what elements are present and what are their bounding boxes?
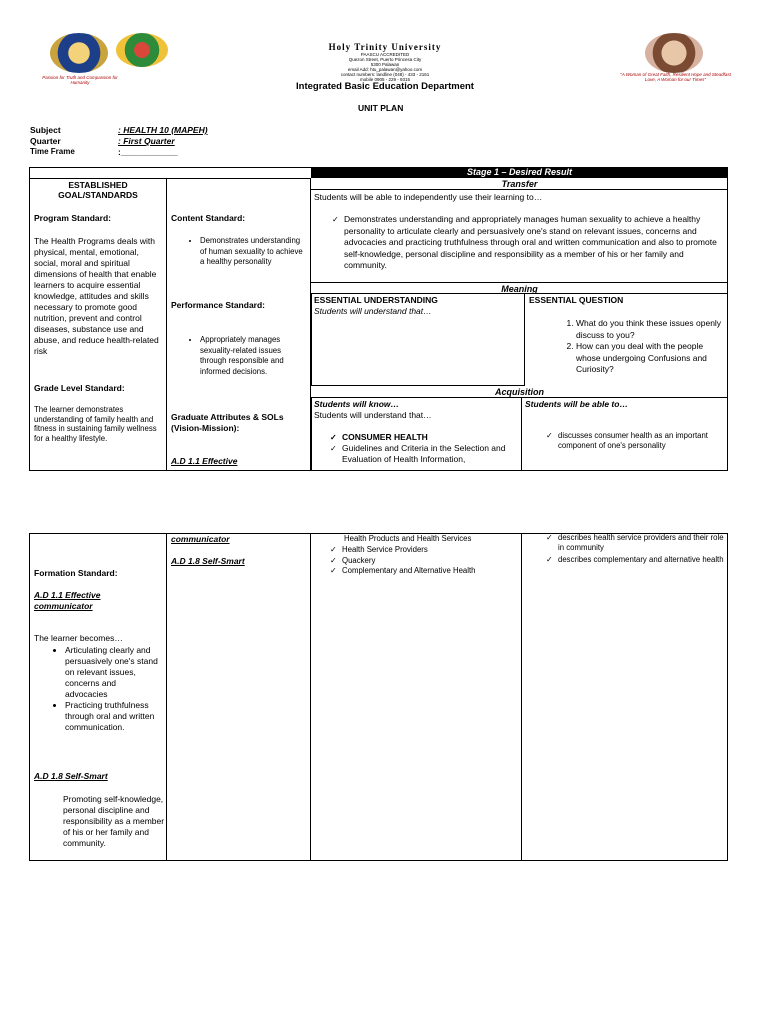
subject-value: : HEALTH 10 (MAPEH) <box>118 125 208 135</box>
program-standard-label: Program Standard: <box>34 213 111 223</box>
able-label: Students will be able to… <box>525 399 628 409</box>
university-logo <box>50 33 108 73</box>
eu-sub: Students will understand that… <box>314 306 432 316</box>
ad18-title: A.D 1.8 Self-Smart <box>34 771 108 781</box>
meaning-heading: Meaning <box>311 282 728 294</box>
transfer-item: ✓ Demonstrates understanding and appropriately manages human sexuality to achieve a healthy personality to articulate clearly and persuasively one's stand on relevant issues, concerns and advocacies and practicing truthfulness through oral and written communication and also to promote self-knowledge, personal discipline and responsibility as a member of his or her family and community. <box>330 214 723 272</box>
ad18-label: A.D 1.8 Self-Smart <box>171 556 245 566</box>
subject-label: Subject <box>30 125 61 135</box>
content-standard-list <box>170 236 305 268</box>
know-list-2 <box>328 545 518 577</box>
eq-label: ESSENTIAL QUESTION <box>529 295 624 305</box>
know-list <box>328 432 518 465</box>
right-tagline: "A Woman of Great Faith, Resilient Hope and Steadfast Love, A Woman for our Times" <box>620 72 731 82</box>
address-line: Quezon Street, Puerto Princesa City <box>348 57 422 62</box>
quarter-label: Quarter <box>30 136 61 146</box>
standards-column-2 <box>166 533 311 861</box>
transfer-heading: Transfer <box>311 178 728 190</box>
know-label: Students will know… <box>314 399 400 409</box>
timeframe-value: :____________ <box>118 147 178 157</box>
mobile-line: mobile 0905 - 229 - 9315 <box>359 77 411 82</box>
grade-level-label: Grade Level Standard: <box>34 383 125 393</box>
formation-standard-label: Formation Standard: <box>34 568 118 578</box>
grade-level-text: The learner demonstrates understanding of family health and fitness in sustaining family wellness for a healthy lifestyle. <box>34 405 157 443</box>
able-list <box>544 431 714 451</box>
content-standard-label: Content Standard: <box>171 213 246 223</box>
timeframe-label: Time Frame <box>30 147 75 156</box>
performance-standard-item: • Appropriately manages sexuality-related issues through responsible and informed decisions. <box>200 335 305 377</box>
eq-list <box>558 318 724 376</box>
established-heading: ESTABLISHED GOAL/STANDARDS <box>58 180 138 200</box>
know-item: ✓ CONSUMER HEALTH <box>328 432 518 443</box>
able-list-2 <box>544 533 724 565</box>
landline-line: contact numbers: landline (048) - 433 - 2161 <box>340 72 430 77</box>
province-line: 5300 Palawan <box>370 62 400 67</box>
content-standard-item: • Demonstrates understanding of human sexuality to achieve a healthy personality <box>200 236 305 268</box>
able-item: ✓ describes health service providers and their role in community <box>544 533 724 553</box>
performance-standard-label: Performance Standard: <box>171 300 265 310</box>
email-line: email Add: htu_palawan@yahoo.com <box>347 67 423 72</box>
quarter-value: : First Quarter <box>118 136 175 146</box>
transfer-list <box>330 214 723 272</box>
communicator-label: communicator <box>171 534 230 544</box>
able-item: ✓ describes complementary and alternative health <box>544 555 724 565</box>
formation-item: • Practicing truthfulness through oral and written communication. <box>65 700 158 733</box>
page-title: UNIT PLAN <box>358 103 404 113</box>
accreditation-line: PAASCU ACCREDITED <box>360 52 410 57</box>
transfer-intro: Students will be able to independently use their learning to… <box>314 192 543 202</box>
ad11-title: A.D 1.1 Effective communicator <box>34 590 101 611</box>
know-item: ✓ Complementary and Alternative Health <box>328 566 518 577</box>
graduate-attributes-label: Graduate Attributes & SOLs (Vision-Mission): <box>171 412 284 433</box>
know-continued: Health Products and Health Services <box>344 534 472 543</box>
formation-item: • Articulating clearly and persuasively one's stand on relevant issues, concerns and advocacies <box>65 645 158 700</box>
stage1-bar: Stage 1 – Desired Result <box>311 167 728 178</box>
eu-label: ESSENTIAL UNDERSTANDING <box>314 295 438 305</box>
know-sub: Students will understand that… <box>314 410 432 420</box>
eq-item: 2. How can you deal with the people whose undergoing Confusions and Curiosity? <box>576 341 724 376</box>
university-name: Holy Trinity University <box>328 42 442 52</box>
patron-portrait <box>645 33 703 73</box>
formation-list <box>38 645 158 733</box>
learner-becomes: The learner becomes… <box>34 633 123 643</box>
ad18-text: Promoting self-knowledge, personal discipline and responsibility as a member of his or her family and community. <box>63 794 165 848</box>
able-item: ✓ discusses consumer health as an important component of one's personality <box>544 431 714 451</box>
performance-standard-list <box>170 335 305 377</box>
program-standard-text: The Health Programs deals with physical, mental, emotional, social, moral and spiritual dimensions of health that enable learners to acquire essential knowledge, attitudes and skills necessary to promote good nutrition, prevent and control diseases, substance use and abuse, and reduce health-related risk <box>34 236 159 356</box>
know-item: ✓ Guidelines and Criteria in the Selection and Evaluation of Health Information, <box>328 443 518 465</box>
department-logo <box>116 33 168 67</box>
know-item: ✓ Health Service Providers <box>328 545 518 556</box>
department-name: Integrated Basic Education Department <box>296 81 474 92</box>
ad11-label: A.D 1.1 Effective <box>171 456 238 466</box>
left-tagline: Passion for Truth and Compassion for Humanity <box>42 75 118 85</box>
acquisition-heading: Acquisition <box>311 386 728 398</box>
know-item: ✓ Quackery <box>328 556 518 567</box>
know-column-2 <box>310 533 522 861</box>
header-address <box>300 52 470 82</box>
eq-item: 1. What do you think these issues openly discuss to you? <box>576 318 724 341</box>
